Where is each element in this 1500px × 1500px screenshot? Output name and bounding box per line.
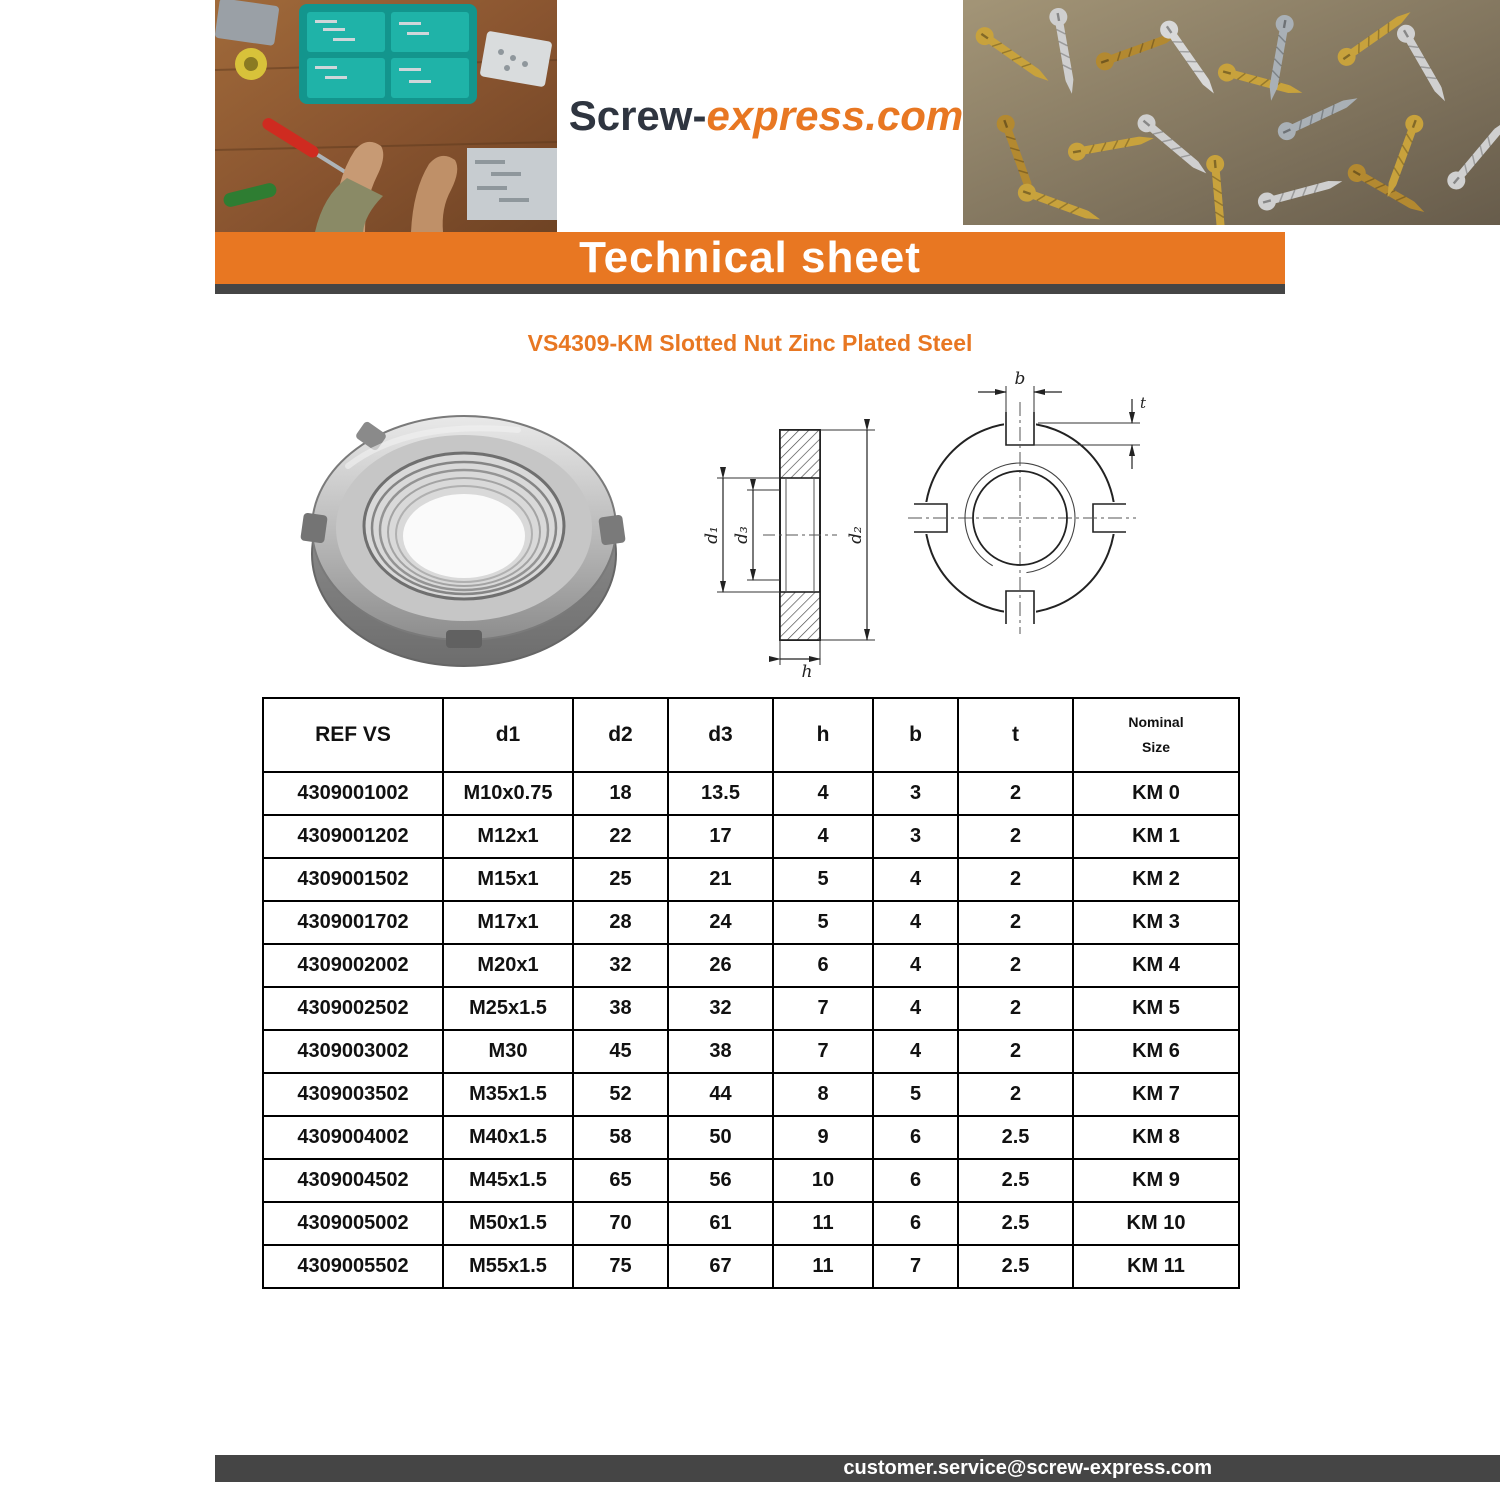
screws-pile-photo — [963, 0, 1500, 225]
table-cell: M50x1.5 — [443, 1202, 573, 1245]
col-header-d3: d3 — [668, 698, 773, 772]
table-row — [263, 858, 1239, 901]
table-row — [263, 1159, 1239, 1202]
banner-title: Technical sheet — [579, 233, 921, 282]
table-row — [263, 987, 1239, 1030]
table-cell: 2.5 — [958, 1245, 1073, 1288]
front-view-drawing — [900, 368, 1160, 638]
nominal-line1: Nominal — [1128, 713, 1184, 730]
table-cell: M40x1.5 — [443, 1116, 573, 1159]
table-cell: 2 — [958, 987, 1073, 1030]
table-cell: KM 8 — [1073, 1116, 1239, 1159]
dim-label-h: h — [801, 662, 813, 680]
col-header-ref: REF VS — [263, 698, 443, 772]
table-cell: KM 4 — [1073, 944, 1239, 987]
table-cell: KM 7 — [1073, 1073, 1239, 1116]
table-cell: M45x1.5 — [443, 1159, 573, 1202]
table-row — [263, 815, 1239, 858]
col-header-t: t — [958, 698, 1073, 772]
table-cell: 3 — [873, 815, 958, 858]
table-cell: 32 — [573, 944, 668, 987]
table-cell: 2 — [958, 858, 1073, 901]
table-cell: 6 — [873, 1116, 958, 1159]
table-cell: 9 — [773, 1116, 873, 1159]
table-cell: 13.5 — [668, 772, 773, 815]
table-row — [263, 1073, 1239, 1116]
table-cell: 11 — [773, 1202, 873, 1245]
table-cell: M55x1.5 — [443, 1245, 573, 1288]
table-cell: KM 3 — [1073, 901, 1239, 944]
table-cell: 2 — [958, 1030, 1073, 1073]
table-cell: 6 — [873, 1202, 958, 1245]
col-header-h: h — [773, 698, 873, 772]
col-header-d1: d1 — [443, 698, 573, 772]
dim-label-d1: d₁ — [702, 526, 722, 544]
table-cell: 26 — [668, 944, 773, 987]
screws-pile-image — [963, 0, 1500, 225]
table-cell: 5 — [773, 858, 873, 901]
table-cell: KM 0 — [1073, 772, 1239, 815]
footer-bar — [215, 1455, 1500, 1482]
table-cell: M10x0.75 — [443, 772, 573, 815]
table-cell: 4309001502 — [263, 858, 443, 901]
table-cell: KM 5 — [1073, 987, 1239, 1030]
workbench-photo-image — [215, 0, 557, 232]
cross-section-image — [685, 415, 900, 680]
table-row — [263, 1245, 1239, 1288]
table-cell: 6 — [773, 944, 873, 987]
cross-section-drawing — [685, 415, 900, 680]
technical-sheet-banner — [215, 232, 1285, 284]
table-row — [263, 901, 1239, 944]
table-cell: 5 — [773, 901, 873, 944]
table-row — [263, 1116, 1239, 1159]
workbench-photo — [215, 0, 557, 232]
table-cell: KM 6 — [1073, 1030, 1239, 1073]
table-cell: 4309004502 — [263, 1159, 443, 1202]
col-header-nominal — [1073, 698, 1239, 772]
table-cell: M35x1.5 — [443, 1073, 573, 1116]
table-cell: 28 — [573, 901, 668, 944]
table-cell: 4 — [873, 901, 958, 944]
table-cell: 4 — [873, 1030, 958, 1073]
table-header-row — [263, 698, 1239, 772]
table-cell: 52 — [573, 1073, 668, 1116]
table-cell: 4309004002 — [263, 1116, 443, 1159]
table-cell: 10 — [773, 1159, 873, 1202]
table-cell: 4309005502 — [263, 1245, 443, 1288]
table-cell: 32 — [668, 987, 773, 1030]
table-cell: 67 — [668, 1245, 773, 1288]
table-cell: 6 — [873, 1159, 958, 1202]
table-cell: 8 — [773, 1073, 873, 1116]
table-cell: 56 — [668, 1159, 773, 1202]
table-cell: 4 — [873, 987, 958, 1030]
dim-label-d3: d₃ — [732, 526, 752, 544]
banner-underline — [215, 284, 1285, 294]
front-view-image — [900, 368, 1160, 638]
footer-email[interactable]: customer.service@screw-express.com — [843, 1457, 1212, 1479]
table-cell: 2 — [958, 772, 1073, 815]
table-row — [263, 944, 1239, 987]
table-cell: 2 — [958, 1073, 1073, 1116]
table-cell: 2.5 — [958, 1116, 1073, 1159]
table-cell: 3 — [873, 772, 958, 815]
table-row — [263, 1030, 1239, 1073]
table-cell: 25 — [573, 858, 668, 901]
table-cell: 7 — [873, 1245, 958, 1288]
table-cell: 4 — [773, 815, 873, 858]
dim-label-t: t — [1140, 394, 1147, 412]
table-cell: 50 — [668, 1116, 773, 1159]
table-cell: 21 — [668, 858, 773, 901]
slotted-nut-image — [278, 378, 650, 690]
table-cell: 11 — [773, 1245, 873, 1288]
table-cell: 4309001202 — [263, 815, 443, 858]
table-cell: 2 — [958, 815, 1073, 858]
brand-suffix: express.com — [706, 92, 964, 139]
table-cell: 38 — [573, 987, 668, 1030]
table-cell: KM 1 — [1073, 815, 1239, 858]
table-cell: 7 — [773, 987, 873, 1030]
table-cell: 61 — [668, 1202, 773, 1245]
table-cell: 4309002502 — [263, 987, 443, 1030]
table-cell: 4309002002 — [263, 944, 443, 987]
table-cell: 2.5 — [958, 1202, 1073, 1245]
table-cell: 4309001702 — [263, 901, 443, 944]
table-cell: 4 — [873, 858, 958, 901]
table-cell: KM 10 — [1073, 1202, 1239, 1245]
table-cell: 75 — [573, 1245, 668, 1288]
organizer-box — [299, 4, 477, 104]
dim-label-b: b — [1014, 369, 1026, 389]
table-cell: M20x1 — [443, 944, 573, 987]
brand-logo — [557, 0, 963, 232]
table-cell: 4309003502 — [263, 1073, 443, 1116]
table-cell: M17x1 — [443, 901, 573, 944]
dim-label-d2: d₂ — [846, 526, 866, 544]
table-cell: KM 9 — [1073, 1159, 1239, 1202]
table-row — [263, 772, 1239, 815]
table-cell: 65 — [573, 1159, 668, 1202]
table-cell: 17 — [668, 815, 773, 858]
table-cell: M12x1 — [443, 815, 573, 858]
table-row — [263, 1202, 1239, 1245]
dimensions-table — [262, 697, 1240, 1289]
table-cell: 45 — [573, 1030, 668, 1073]
col-header-b: b — [873, 698, 958, 772]
brand-text — [569, 92, 964, 140]
table-cell: 22 — [573, 815, 668, 858]
slotted-nut-photo — [278, 378, 650, 690]
table-cell: 4309005002 — [263, 1202, 443, 1245]
dimensions-table-body — [263, 772, 1239, 1288]
table-cell: 2 — [958, 901, 1073, 944]
table-cell: 18 — [573, 772, 668, 815]
table-cell: KM 2 — [1073, 858, 1239, 901]
table-cell: 4309001002 — [263, 772, 443, 815]
table-cell: M30 — [443, 1030, 573, 1073]
table-cell: 58 — [573, 1116, 668, 1159]
brand-prefix: Screw- — [568, 92, 707, 139]
table-cell: 4 — [873, 944, 958, 987]
table-cell: 5 — [873, 1073, 958, 1116]
table-cell: M15x1 — [443, 858, 573, 901]
table-cell: M25x1.5 — [443, 987, 573, 1030]
table-cell: 24 — [668, 901, 773, 944]
table-cell: 2 — [958, 944, 1073, 987]
nominal-line2: Size — [1141, 739, 1170, 755]
table-cell: 7 — [773, 1030, 873, 1073]
table-cell: 44 — [668, 1073, 773, 1116]
table-cell: 4 — [773, 772, 873, 815]
table-cell: 4309003002 — [263, 1030, 443, 1073]
table-cell: 2.5 — [958, 1159, 1073, 1202]
table-cell: KM 11 — [1073, 1245, 1239, 1288]
table-cell: 38 — [668, 1030, 773, 1073]
product-title: VS4309-KM Slotted Nut Zinc Plated Steel — [527, 330, 973, 356]
table-cell: 70 — [573, 1202, 668, 1245]
col-header-d2: d2 — [573, 698, 668, 772]
